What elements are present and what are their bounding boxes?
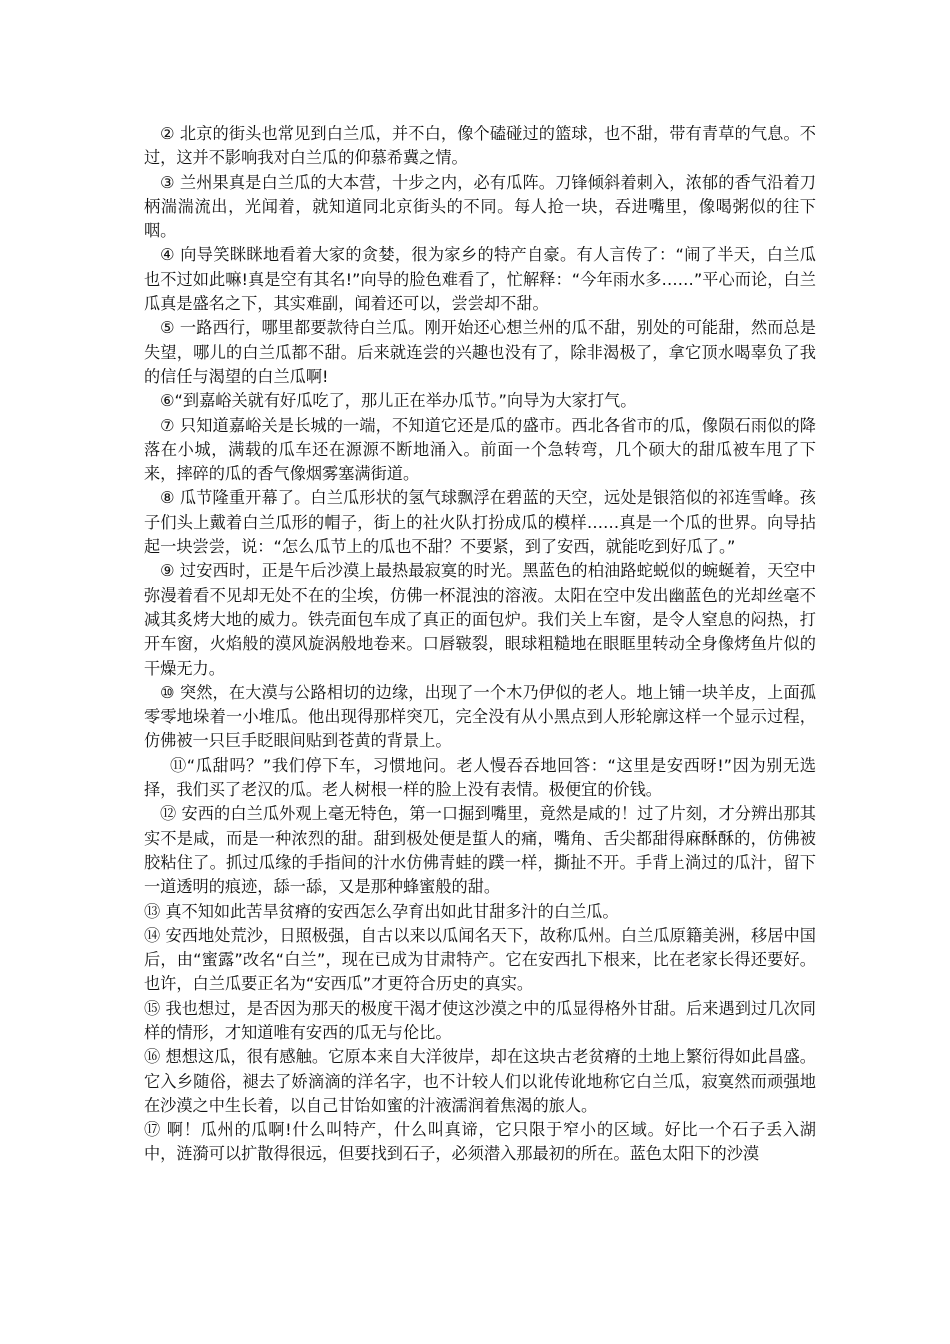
paragraph-16: ⑯ 想想这瓜，很有感触。它原本来自大洋彼岸，却在这块古老贫瘠的土地上繁衍得如此昌盛。它入乡随俗，褪去了娇滴滴的洋名字，也不计较人们以讹传讹地称它白兰瓜，寂寞然而顽强地在沙漠之中生长着，以自己甘饴如蜜的汁液濡润着焦渴的旅人。 [144, 1047, 816, 1115]
paragraph-2: ② 北京的街头也常见到白兰瓜，并不白，像个磕碰过的篮球，也不甜，带有青草的气息。不过，这并不影响我对白兰瓜的仰慕希冀之情。 [144, 124, 816, 168]
paragraph-12: ⑫ 安西的白兰瓜外观上毫无特色，第一口掘到嘴里，竟然是咸的！过了片刻，才分辨出那其实不是咸，而是一种浓烈的甜。甜到极处便是蜇人的痛，嘴角、舌尖都甜得麻酥酥的，仿佛被胶粘住了。抓过瓜缘的手指间的汁水仿佛青蛙的蹼一样，撕扯不开。手背上淌过的瓜汁，留下一道透明的痕迹，舔一舔，又是那种蜂蜜般的甜。 [144, 804, 816, 897]
paragraph-6: ⑥“到嘉峪关就有好瓜吃了，那儿正在举办瓜节。”向导为大家打气。 [160, 391, 637, 411]
paragraph-5: ⑤ 一路西行，哪里都要款待白兰瓜。刚开始还心想兰州的瓜不甜，别处的可能甜，然而总是失望，哪儿的白兰瓜都不甜。后来就连尝的兴趣也没有了，除非渴极了，拿它顶水喝辜负了我的信任与渴望的白兰瓜啊! [144, 318, 816, 386]
paragraph-17: ⑰ 啊！瓜州的瓜啊!什么叫特产，什么叫真谛，它只限于窄小的区域。好比一个石子丢入湖中，涟漪可以扩散得很远，但要找到石子，必须潜入那最初的所在。蓝色太阳下的沙漠 [144, 1120, 816, 1164]
paragraph-7: ⑦ 只知道嘉峪关是长城的一端，不知道它还是瓜的盛市。西北各省市的瓜，像陨石雨似的降落在小城，满载的瓜车还在源源不断地涌入。前面一个急转弯，几个硕大的甜瓜被车甩了下来，摔碎的瓜的香气像烟雾塞满街道。 [144, 415, 816, 484]
paragraph-9: ⑨ 过安西时，正是午后沙漠上最热最寂寞的时光。黑蓝色的柏油路蛇蜕似的蜿蜒着，天空中弥漫着看不见却无处不在的尘埃，仿佛一杯混浊的溶液。太阳在空中发出幽蓝色的光却丝毫不减其炙烤大地的威力。铁壳面包车成了真正的面包炉。我们关上车窗，是令人窒息的闷热，打开车窗，火焰般的漠风旋涡般地卷来。口唇皲裂，眼球粗糙地在眼眶里转动全身像烤鱼片似的干燥无力。 [144, 561, 816, 678]
paragraph-11: ⑪“瓜甜吗？”我们停下车，习惯地问。老人慢吞吞地回答：“这里是安西呀!”因为别无选择，我们买了老汉的瓜。老人树根一样的脸上没有表情。极便宜的价钱。 [144, 755, 816, 800]
paragraph-4: ④ 向导笑眯眯地看着大家的贪婪，很为家乡的特产自豪。有人言传了：“闹了半天，白兰瓜也不过如此嘛!真是空有其名!”向导的脸色难看了，忙解释：“今年雨水多……”平心而论，白兰瓜真是盛名之下，其实难副，闻着还可以，尝尝却不甜。 [144, 245, 816, 314]
document-page [144, 122, 816, 1167]
paragraph-3: ③ 兰州果真是白兰瓜的大本营，十步之内，必有瓜阵。刀锋倾斜着刺入，浓郁的香气沿着刀柄湍湍流出，光闻着，就知道同北京街头的不同。每人抢一块，吞进嘴里，像喝粥似的往下咽。 [144, 172, 816, 241]
paragraph-10: ⑩ 突然，在大漠与公路相切的边缘，出现了一个木乃伊似的老人。地上铺一块羊皮，上面孤零零地垛着一小堆瓜。他出现得那样突兀，完全没有从小黑点到人形轮廓这样一个显示过程，仿佛被一只巨手眨眼间贴到苍黄的背景上。 [144, 682, 816, 751]
paragraph-15: ⑮ 我也想过，是否因为那天的极度干渴才使这沙漠之中的瓜显得格外甘甜。后来遇到过几次同样的情形，才知道唯有安西的瓜无与伦比。 [144, 998, 816, 1042]
paragraph-13: ⑬ 真不知如此苦旱贫瘠的安西怎么孕育出如此甘甜多汁的白兰瓜。 [144, 901, 619, 921]
paragraph-14: ⑭ 安西地处荒沙，日照极强，自古以来以瓜闻名天下，故称瓜州。白兰瓜原籍美洲，移居中国后，由“蜜露”改名“白兰”，现在已成为甘肃特产。它在安西扎下根来，比在老家长得还要好。也许，白兰瓜要正名为“安西瓜”才更符合历史的真实。 [144, 925, 816, 994]
paragraph-8: ⑧ 瓜节隆重开幕了。白兰瓜形状的氢气球飘浮在碧蓝的天空，远处是银箔似的祁连雪峰。孩子们头上戴着白兰瓜形的帽子，街上的社火队打扮成瓜的模样……真是一个瓜的世界。向导拈起一块尝尝，说：“怎么瓜节上的瓜也不甜？不要紧，到了安西，就能吃到好瓜了。” [144, 488, 816, 557]
